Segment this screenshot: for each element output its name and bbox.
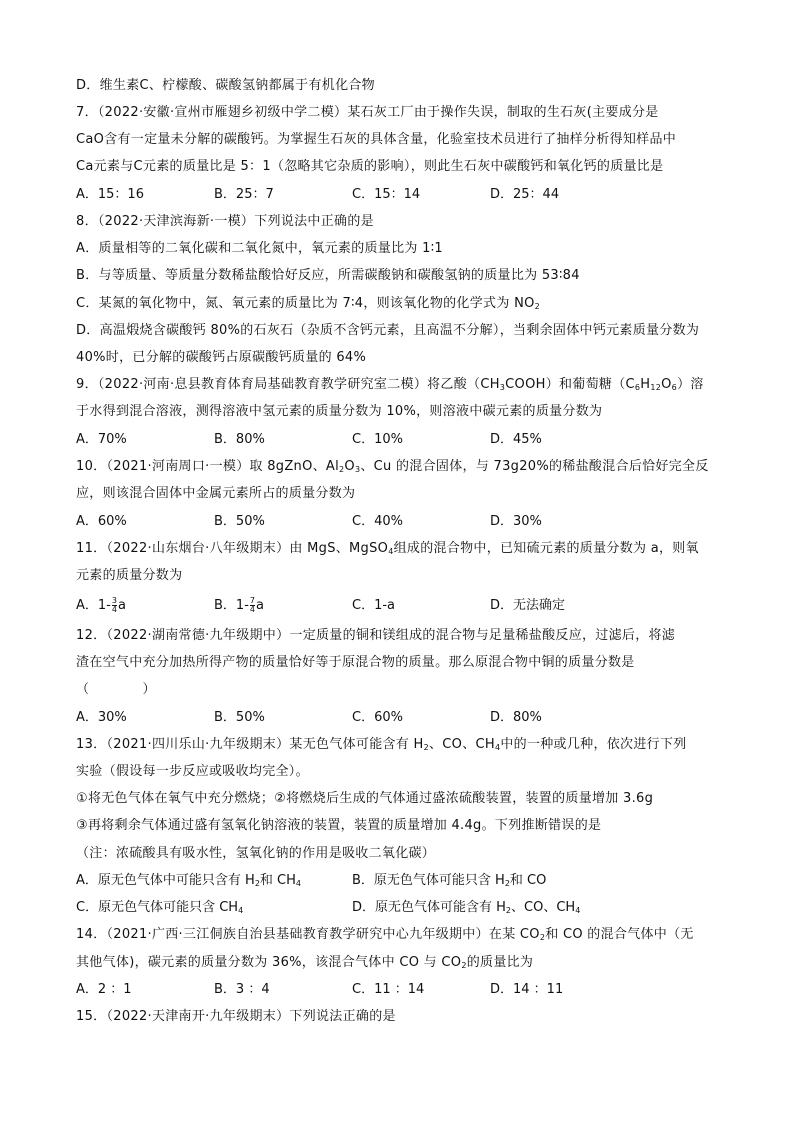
q7-stem-line3: Ca元素与C元素的质量比是 5：1（忽略其它杂质的影响），则此生石灰中碳酸钙和氧化钙的质量比是: [76, 159, 664, 174]
q6-option-d: D．维生素C、柠檬酸、碳酸氢钠都属于有机化合物: [76, 78, 375, 93]
q9-option-d[interactable]: D．45%: [490, 432, 542, 447]
q12-stem-line2: 渣在空气中充分加热所得产物的质量恰好等于原混合物的质量。那么原混合物中铜的质量分数是: [76, 655, 635, 670]
q8-option-d-line1[interactable]: D．高温煅烧含碳酸钙 80%的石灰石（杂质不含钙元素，且高温不分解），当剩余固体中钙元素质量分数为: [76, 323, 700, 338]
q9-options: [76, 431, 754, 449]
q7-option-a[interactable]: A．15：16: [76, 187, 144, 202]
q7-option-d[interactable]: D．25：44: [490, 187, 560, 202]
q7-stem-line1: 7．（2022·安徽·宣州市雁翅乡初级中学二模）某石灰工厂由于操作失误，制取的生石灰(主要成分是: [76, 105, 659, 120]
q12-stem-line1: 12．（2022·湖南常德·九年级期中）一定质量的铜和镁组成的混合物与足量稀盐酸反应，过滤后，将滤: [76, 628, 676, 643]
q8-option-a[interactable]: A．质量相等的二氧化碳和二氧化氮中，氧元素的质量比为 1∶1: [76, 241, 443, 256]
q11-stem-line2: 元素的质量分数为: [76, 568, 183, 583]
q9-option-a[interactable]: A．70%: [76, 432, 127, 447]
q7-option-c[interactable]: C．15：14: [352, 187, 421, 202]
q11-option-a[interactable]: A．1- $\frac{3}{4}$ a: [76, 596, 126, 614]
q7-options: [76, 186, 754, 204]
q13-note: （注：浓硫酸具有吸水性，氢氧化钠的作用是吸收二氧化碳）: [76, 846, 436, 861]
q14-option-c[interactable]: C．11 ：14: [352, 982, 425, 997]
q12-option-d[interactable]: D．80%: [490, 710, 542, 725]
q10-options: [76, 513, 754, 531]
q8-option-d-line2: 40%时，已分解的碳酸钙占原碳酸钙质量的 64%: [76, 350, 367, 365]
q13-options-row2: [76, 899, 754, 917]
q10-option-a[interactable]: A．60%: [76, 514, 127, 529]
q8-stem: 8．（2022·天津滨海新·一模）下列说法中正确的是: [76, 214, 374, 229]
q7-option-b[interactable]: B．25：7: [214, 187, 274, 202]
q13-option-d[interactable]: D．原无色气体可能含有 $H_2$、CO、$CH_4$: [352, 900, 581, 915]
q10-option-d[interactable]: D．30%: [490, 514, 542, 529]
q10-option-c[interactable]: C．40%: [352, 514, 403, 529]
q13-option-b[interactable]: B．原无色气体可能只含 $H_2$和 CO: [352, 873, 547, 888]
q11-stem-line1: 11．（2022·山东烟台·八年级期末）由 MgS、MgSO$_4$组成的混合物中，已知硫元素的质量分数为 a，则氧: [76, 541, 699, 556]
q13-stem-line2: 实验（假设每一步反应或吸收均完全）。: [76, 764, 309, 779]
q12-option-c[interactable]: C．60%: [352, 710, 403, 725]
q13-step-1-2: ①将无色气体在氧气中充分燃烧；②将燃烧后生成的气体通过盛浓硫酸装置，装置的质量增加 3.6g: [76, 791, 654, 806]
q15-stem: 15．（2022·天津南开·九年级期末）下列说法正确的是: [76, 1009, 396, 1024]
q14-option-b[interactable]: B．3 ：4: [214, 982, 270, 997]
q9-stem-line2: 于水得到混合溶液，测得溶液中氢元素的质量分数为 10%，则溶液中碳元素的质量分数为: [76, 404, 603, 419]
q12-option-a[interactable]: A．30%: [76, 710, 127, 725]
q13-step-3: ③再将剩余气体通过盛有氢氧化钠溶液的装置，装置的质量增加 4.4g。下列推断错误的是: [76, 818, 602, 833]
q7-stem-line2: CaO含有一定量未分解的碳酸钙。为掌握生石灰的具体含量，化验室技术员进行了抽样分析得知样品中: [76, 132, 677, 147]
q13-option-a[interactable]: A．原无色气体中可能只含有 $H_2$和 $CH_4$: [76, 873, 301, 888]
q14-stem-line1: 14．（2021·广西·三江侗族自治县基础教育教学研究中心九年级期中）在某 $CO_2$和 CO 的混合气体中（无: [76, 927, 694, 942]
q9-option-b[interactable]: B．80%: [214, 432, 265, 447]
q11-option-c[interactable]: C．1-a: [352, 598, 396, 613]
q14-options: [76, 981, 754, 999]
q9-option-c[interactable]: C．10%: [352, 432, 403, 447]
q14-option-d[interactable]: D．14 ：11: [490, 982, 564, 997]
q12-answer-blank: （ ）: [76, 682, 156, 697]
q8-option-b[interactable]: B．与等质量、等质量分数稀盐酸恰好反应，所需碳酸钠和碳酸氢钠的质量比为 53∶84: [76, 268, 580, 283]
q12-option-b[interactable]: B．50%: [214, 710, 265, 725]
q13-stem-line1: 13．（2021·四川乐山·九年级期末）某无色气体可能含有 $H_2$、CO、$CH_4$中的一种或几种，依次进行下列: [76, 737, 687, 752]
q14-stem-line2: 其他气体)，碳元素的质量分数为 36%，该混合气体中 CO 与 $CO_2$的质量比为: [76, 955, 534, 970]
q9-stem-line1: 9．（2022·河南·息县教育体育局基础教育教学研究室二模）将乙酸$(CH_3COOH)$和葡萄糖$(C_6H_{12}O_6)$溶: [76, 377, 704, 392]
q14-option-a[interactable]: A．2 ：1: [76, 982, 132, 997]
q12-options: [76, 709, 754, 727]
q13-option-c[interactable]: C．原无色气体可能只含 $CH_4$: [76, 900, 244, 915]
q13-options-row1: [76, 872, 754, 890]
q8-option-c[interactable]: C．某氮的氧化物中，氮、氧元素的质量比为 7∶4，则该氧化物的化学式为 $NO_2$: [76, 296, 541, 311]
q10-stem-line2: 应，则该混合固体中金属元素所占的质量分数为: [76, 486, 356, 501]
q11-option-d[interactable]: D．无法确定: [490, 598, 566, 613]
q10-option-b[interactable]: B．50%: [214, 514, 265, 529]
q11-option-b[interactable]: B．1- $\frac{7}{4}$ a: [214, 596, 264, 614]
q11-options: [76, 597, 754, 615]
q10-stem-line1: 10．（2021·河南周口·一模）取 8gZnO、$Al_2O_3$、Cu 的混合固体，与 73g20%的稀盐酸混合后恰好完全反: [76, 459, 709, 474]
